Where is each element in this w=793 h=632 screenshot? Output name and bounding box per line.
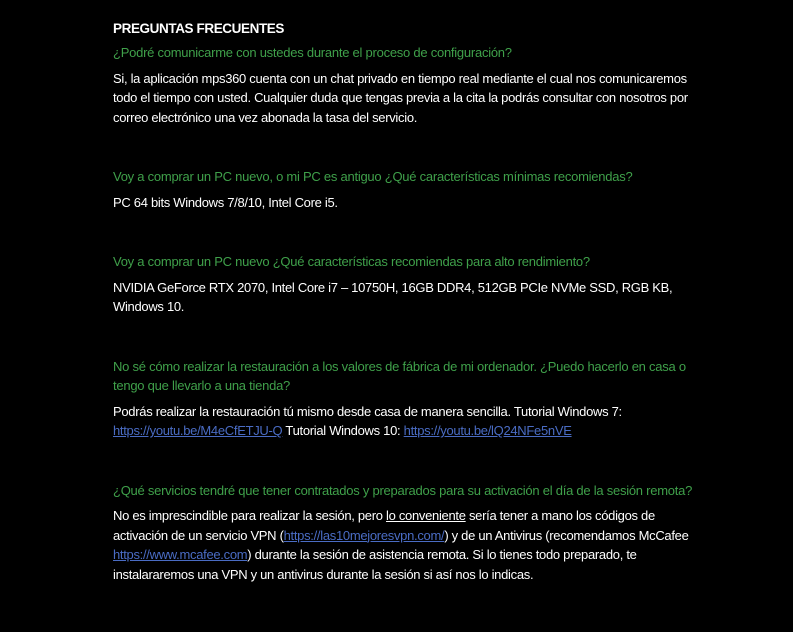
faq-answer-1: Si, la aplicación mps360 cuenta con un chat privado en tiempo real mediante el cual nos comunicaremos todo el tiempo con usted. Cualquier duda que tengas previa a la cita la podrás consultar con nosotros por correo electrónico una vez abonada la tasa del servicio.	[113, 70, 688, 125]
faq-question-4: No sé cómo realizar la restauración a los valores de fábrica de mi ordenador. ¿Puedo hacerlo en casa o tengo que llevarlo a una tienda?	[113, 358, 686, 393]
faq-answer-4	[113, 402, 693, 441]
answer-text: Podrás realizar la restauración tú mismo desde casa de manera sencilla. Tutorial Windows 7:	[113, 403, 622, 419]
youtube-link-windows-7[interactable]: https://youtu.be/M4eCfETJU-Q	[113, 423, 283, 438]
spacer	[113, 317, 693, 357]
faq-question-2: Voy a comprar un PC nuevo, o mi PC es antiguo ¿Qué características mínimas recomiendas?	[113, 169, 633, 184]
faq-question-5: ¿Qué servicios tendré que tener contratados y preparados para su activación el día de la sesión remota?	[113, 482, 693, 498]
answer-text: ) durante la sesión de asistencia remota. Si lo tienes todo preparado, te instalararemos una VPN y un antivirus durante la sesión si así nos lo indicas.	[113, 547, 637, 582]
spacer	[113, 127, 693, 167]
faq-answer-2: PC 64 bits Windows 7/8/10, Intel Core i5.	[113, 194, 338, 210]
underlined-text: lo conveniente	[386, 508, 466, 523]
faq-question-1: ¿Podré comunicarme con ustedes durante el proceso de configuración?	[113, 45, 512, 60]
spacer	[113, 212, 693, 252]
spacer	[113, 441, 693, 481]
faq-answer-3: NVIDIA GeForce RTX 2070, Intel Core i7 – 10750H, 16GB DDR4, 512GB PCIe NVMe SSD, RGB KB, Windows 10.	[113, 279, 673, 314]
page-title: PREGUNTAS FRECUENTES	[113, 21, 285, 36]
faq-answer-5	[113, 506, 693, 584]
youtube-link-windows-10[interactable]: https://youtu.be/lQ24NFe5nVE	[403, 423, 572, 438]
answer-text: Tutorial Windows 10:	[282, 423, 404, 438]
vpn-link[interactable]: https://las10mejoresvpn.com/	[283, 527, 445, 543]
answer-text: sería tener a mano los códigos de activación de un servicio VPN (	[113, 508, 655, 543]
mcafee-link[interactable]: https://www.mcafee.com	[113, 547, 248, 562]
faq-document	[113, 20, 693, 584]
answer-text: No es imprescindible para realizar la sesión, pero	[113, 508, 387, 523]
faq-question-3: Voy a comprar un PC nuevo ¿Qué características recomiendas para alto rendimiento?	[113, 254, 590, 269]
answer-text: ) y de un Antivirus (recomendamos McCafee	[444, 527, 689, 543]
